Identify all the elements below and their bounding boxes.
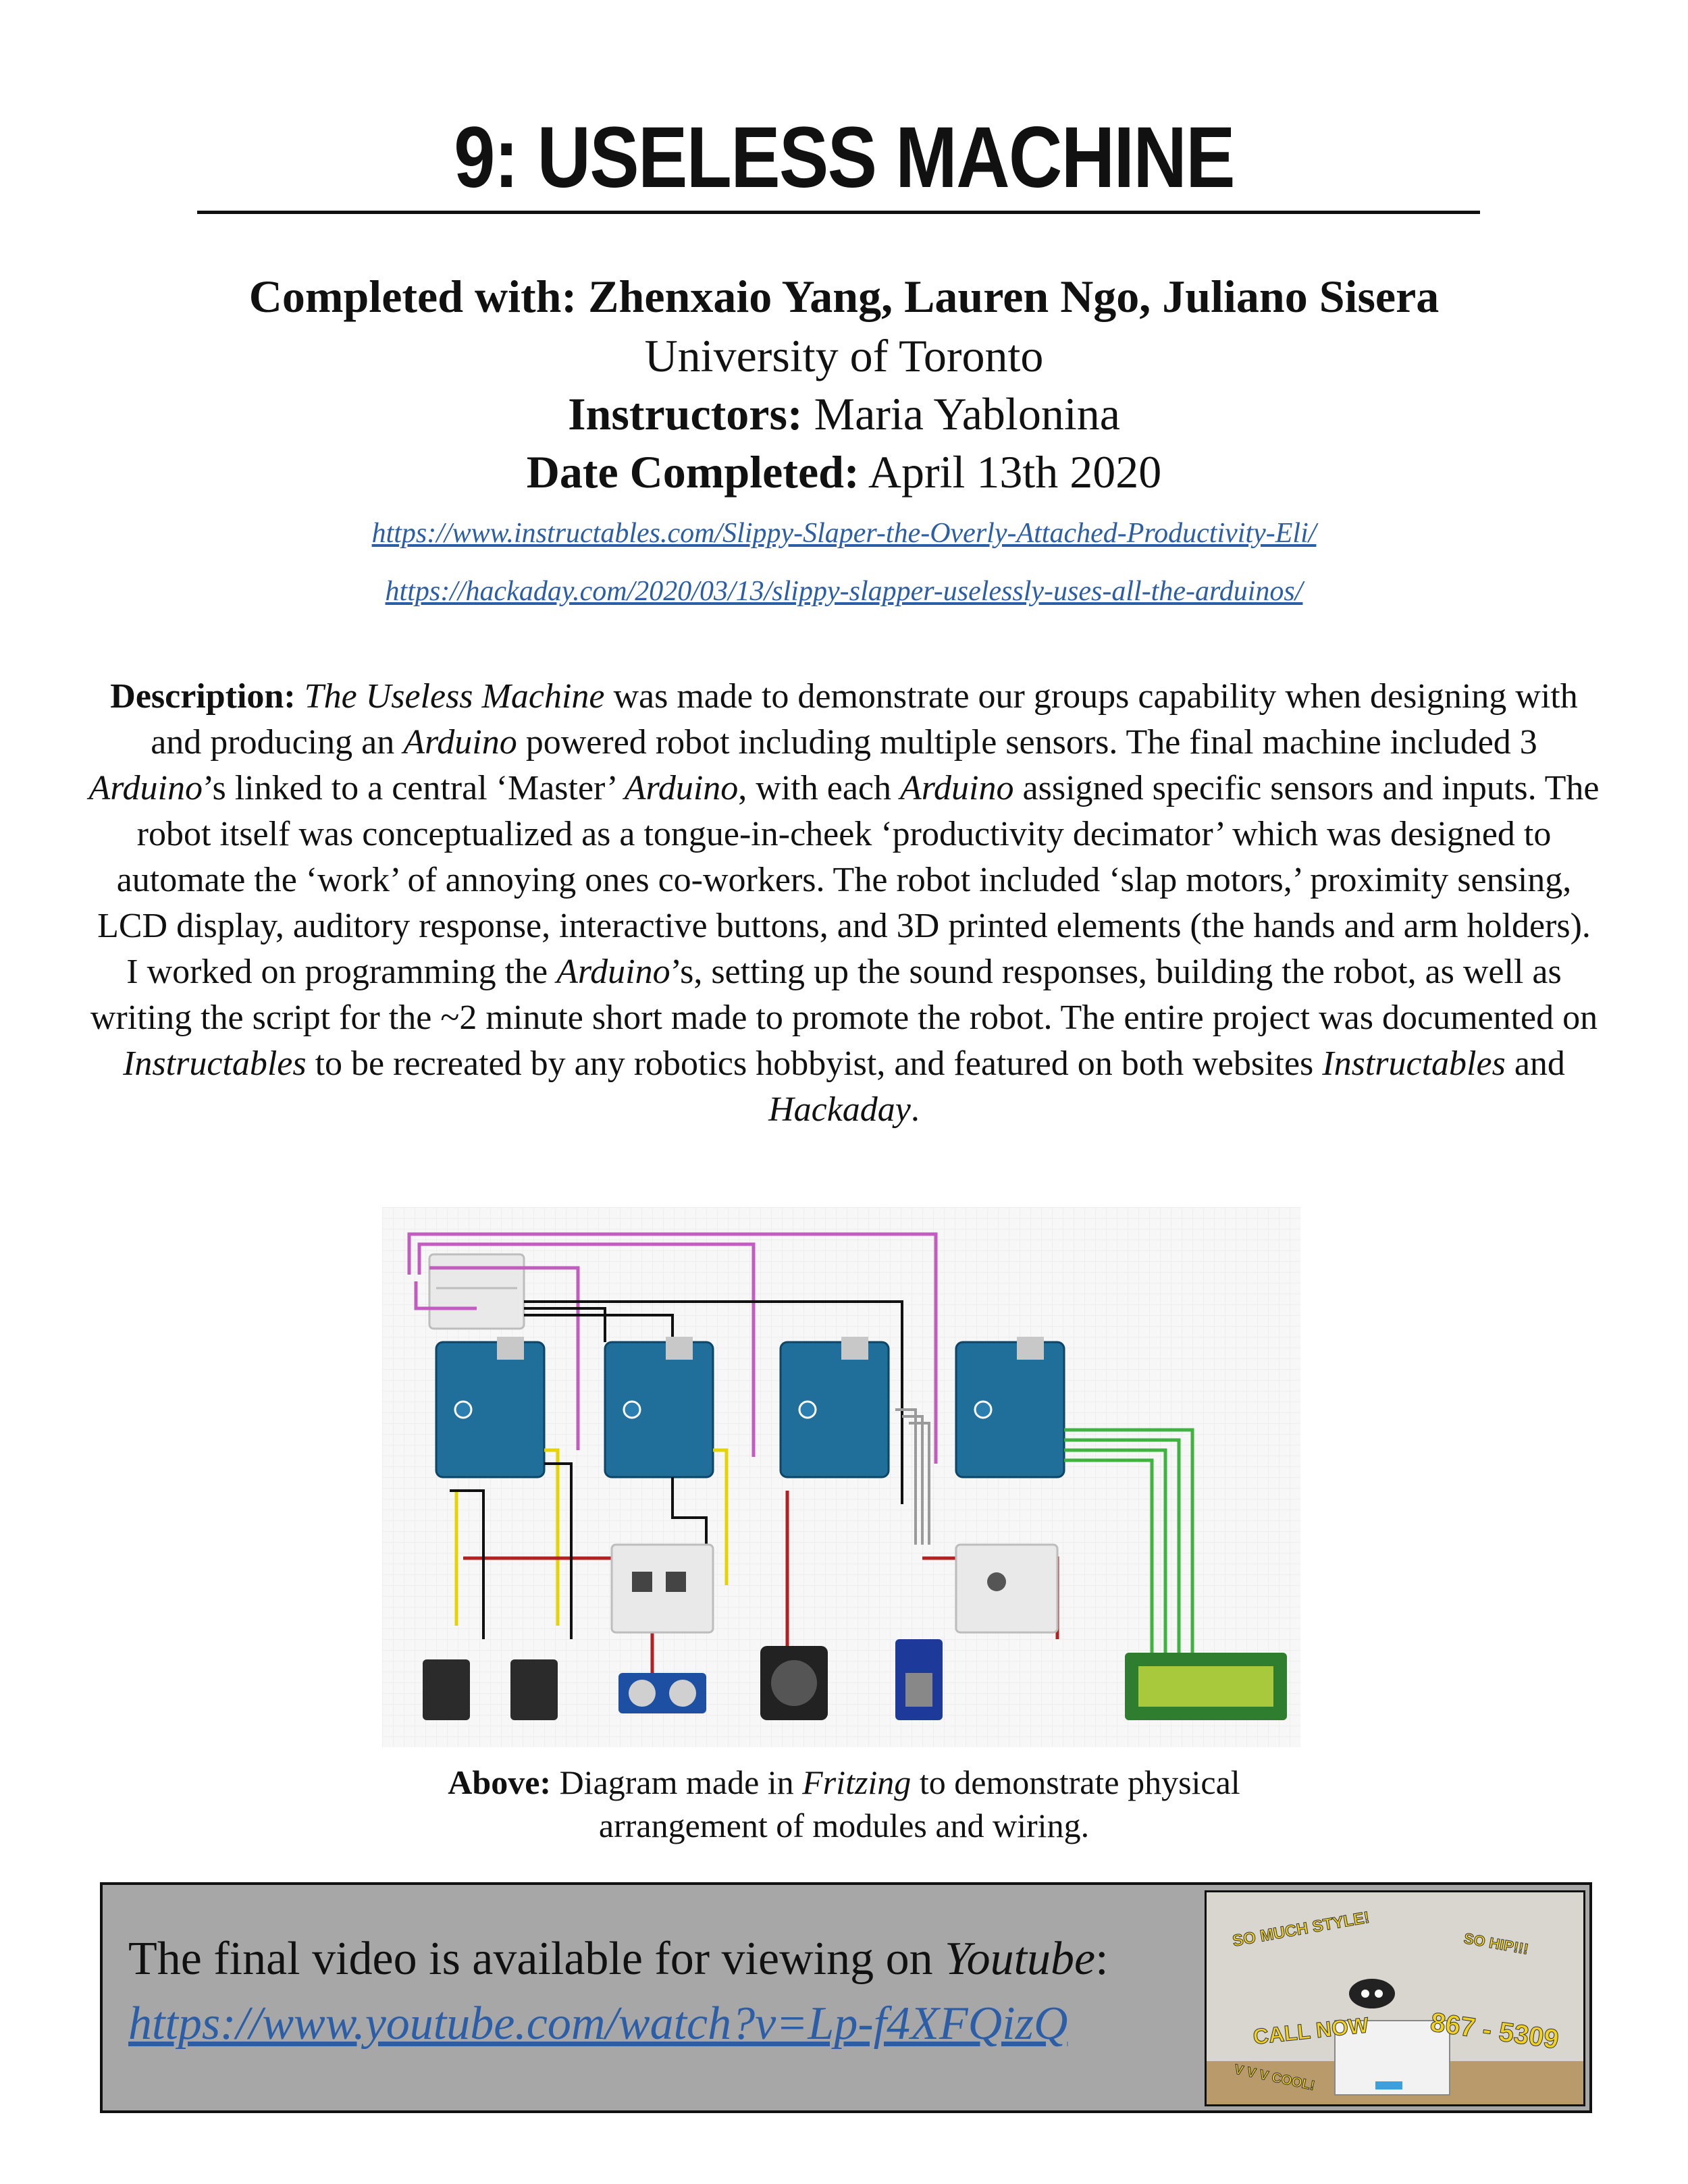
servo-motor-2 (510, 1659, 558, 1720)
desc-part: Arduino (88, 769, 203, 807)
desc-part: . (910, 1090, 920, 1129)
arduino-3 (781, 1337, 889, 1477)
desc-part: The Useless Machine (304, 677, 605, 716)
thumb-caption: V V V COOL! (1232, 2062, 1317, 2094)
instructors-value: Maria Yablonina (814, 388, 1120, 440)
instructables-link[interactable]: https://www.instructables.com/Slippy-Slaper-the-Overly-Attached-Productivity-Eli/ (371, 518, 1317, 549)
title-divider (197, 211, 1480, 214)
video-text (128, 1927, 1109, 2056)
collaborators-line (0, 270, 1688, 323)
desc-part: to be recreated by any robotics hobbyist, and featured on both websites (306, 1044, 1323, 1083)
thumb-caption: SO MUCH STYLE! (1231, 1908, 1371, 1950)
caption-label: Above: (448, 1763, 552, 1801)
arduino-2 (605, 1337, 713, 1477)
university: University of Toronto (644, 330, 1044, 381)
breadboard-middle (612, 1545, 713, 1632)
desc-part: Instructables (123, 1044, 307, 1083)
desc-part: , with each (738, 769, 900, 807)
servo-motor-1 (423, 1659, 470, 1720)
hackaday-link[interactable]: https://hackaday.com/2020/03/13/slippy-slapper-uselessly-uses-all-the-arduinos/ (385, 576, 1303, 607)
caption-part: to demonstrate physical (911, 1763, 1240, 1801)
description-label: Description: (110, 677, 296, 716)
sd-card-module (895, 1639, 943, 1720)
desc-part: Instructables (1322, 1044, 1506, 1083)
page-title: 9: USELESS MACHINE (454, 109, 1234, 206)
thumb-caption: 867 - 5309 (1428, 2007, 1561, 2055)
instructors-label: Instructors: (568, 388, 803, 440)
desc-part: Arduino (624, 769, 739, 807)
instructors-line (0, 388, 1688, 441)
fritzing-wiring-diagram (382, 1207, 1300, 1747)
desc-part: Arduino (403, 723, 517, 762)
desc-part: assigned specific sensors and inputs. The robot itself was conceptualized as a tongue-in-cheek ‘productivity decimator’ which was designed to automate the ‘work’ of annoying ones co-workers. The robot included ‘slap motors,’ proximity sensing, LCD display, auditory response, interactive buttons, and 3D printed elements (the hands and arm holders). I worked on programming the (97, 769, 1600, 991)
video-callout (100, 1882, 1592, 2113)
date-value: April 13th 2020 (868, 446, 1162, 498)
breadboard-right (956, 1545, 1057, 1632)
video-text-part: The final video is available for viewing on (128, 1933, 945, 1985)
date-label: Date Completed: (526, 446, 860, 498)
thumb-caption: SO HIP!!! (1462, 1929, 1530, 1958)
description-paragraph (88, 674, 1600, 1133)
desc-part: ’s, setting up the sound responses, building the robot, as well as writing the script for the ~2 minute short made to promote the robot. The entire project was documented on (90, 953, 1598, 1037)
desc-part: and (1505, 1044, 1565, 1083)
desc-part: ’s linked to a central ‘Master’ (203, 769, 625, 807)
arduino-4 (956, 1337, 1064, 1477)
lcd-display (1125, 1653, 1287, 1720)
desc-part: Arduino (556, 953, 670, 991)
desc-part: was made to demonstrate our groups capability when designing with and producing an (151, 677, 1578, 762)
video-text-part: : (1095, 1933, 1109, 1985)
ultrasonic-sensor (618, 1673, 706, 1713)
caption-part: Diagram made in (551, 1763, 803, 1801)
diagram-caption (0, 1761, 1688, 1847)
collaborators-value: Zhenxaio Yang, Lauren Ngo, Juliano Sisera (588, 271, 1440, 322)
desc-part: Hackaday (768, 1090, 911, 1129)
arduino-1 (436, 1337, 544, 1477)
video-text-part: Youtube (945, 1933, 1096, 1985)
link-row-1 (0, 517, 1688, 550)
link-row-2 (0, 575, 1688, 608)
youtube-link[interactable]: https://www.youtube.com/watch?v=Lp-f4XFQizQ (128, 1998, 1068, 2050)
speaker (760, 1646, 828, 1720)
breadboard-top (429, 1254, 524, 1329)
date-line (0, 446, 1688, 499)
caption-part: arrangement of modules and wiring. (598, 1807, 1090, 1844)
collaborators-label: Completed with: (248, 271, 577, 322)
video-thumbnail[interactable] (1205, 1890, 1585, 2106)
caption-part: Fritzing (802, 1763, 912, 1801)
desc-part: Arduino (899, 769, 1014, 807)
desc-part: powered robot including multiple sensors. The final machine included 3 (517, 723, 1537, 762)
thumb-caption: CALL NOW (1251, 2013, 1370, 2049)
